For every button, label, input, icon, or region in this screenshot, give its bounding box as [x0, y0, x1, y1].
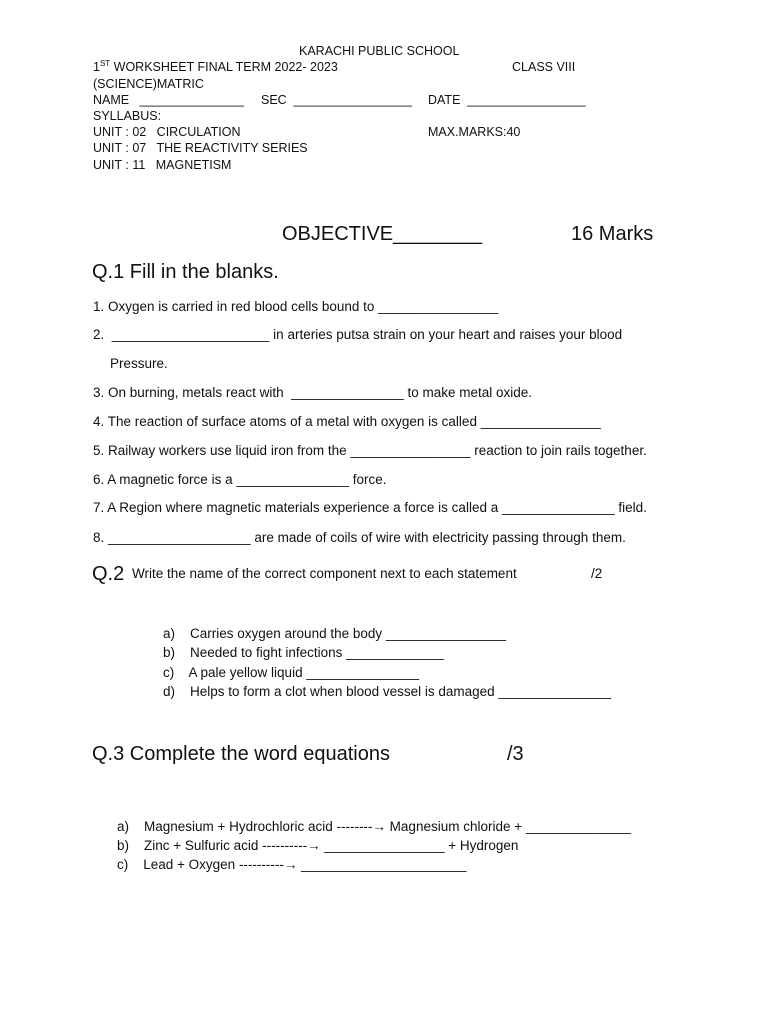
- subject-label: (SCIENCE)MATRIC: [93, 77, 204, 91]
- q1-item-1: 1. Oxygen is carried in red blood cells bound to ________________: [93, 299, 499, 314]
- worksheet-title-text: WORKSHEET FINAL TERM 2022- 2023: [110, 60, 338, 74]
- objective-heading: OBJECTIVE________: [282, 223, 483, 245]
- q1-heading: Q.1 Fill in the blanks.: [92, 261, 279, 283]
- unit-07: UNIT : 07 THE REACTIVITY SERIES: [93, 141, 308, 155]
- q1-item-5: 5. Railway workers use liquid iron from the ________________ reaction to join rails together.: [93, 443, 647, 458]
- q1-item-6: 6. A magnetic force is a _______________ force.: [93, 472, 387, 487]
- objective-marks: 16 Marks: [571, 223, 654, 245]
- q1-item-2: 2. _____________________ in arteries putsa strain on your heart and raises your blood: [93, 327, 623, 342]
- unit-11: UNIT : 11 MAGNETISM: [93, 158, 232, 172]
- q3-heading: Q.3 Complete the word equations: [92, 743, 390, 765]
- q3-item-a: a) Magnesium + Hydrochloric acid --------→ Magnesium chloride + ______________: [117, 819, 631, 834]
- worksheet-title: [93, 58, 338, 74]
- q2-label: Q.2: [92, 563, 125, 585]
- q3-marks: /3: [507, 743, 524, 765]
- q1-item-8: 8. ___________________ are made of coils of wire with electricity passing through them.: [93, 530, 626, 545]
- q3-item-c: c) Lead + Oxygen ----------→ ______________________: [117, 857, 467, 872]
- school-name: KARACHI PUBLIC SCHOOL: [299, 44, 460, 58]
- q1-item-3: 3. On burning, metals react with _______________ to make metal oxide.: [93, 385, 533, 400]
- q3-item-b: b) Zinc + Sulfuric acid ----------→ ________________ + Hydrogen: [117, 838, 519, 853]
- max-marks: MAX.MARKS:40: [428, 125, 521, 139]
- worksheet-number: 1: [93, 60, 100, 74]
- date-field: DATE _________________: [428, 93, 586, 107]
- q2-item-d: d) Helps to form a clot when blood vessel is damaged _______________: [163, 684, 612, 699]
- section-field: SEC _________________: [261, 93, 412, 107]
- q2-item-a: a) Carries oxygen around the body ________________: [163, 626, 507, 641]
- q2-instruction: Write the name of the correct component next to each statement: [132, 566, 517, 581]
- q2-item-b: b) Needed to fight infections _____________: [163, 645, 444, 660]
- q1-item-2-continued: Pressure.: [110, 356, 168, 371]
- q1-item-7: 7. A Region where magnetic materials experience a force is called a _______________ field.: [93, 500, 647, 515]
- class-label: CLASS VIII: [512, 60, 576, 74]
- name-field: NAME _______________: [93, 93, 244, 107]
- syllabus-label: SYLLABUS:: [93, 109, 162, 123]
- q1-item-4: 4. The reaction of surface atoms of a metal with oxygen is called ________________: [93, 414, 601, 429]
- worksheet-superscript: ST: [99, 58, 111, 68]
- q2-marks: /2: [591, 566, 603, 581]
- unit-02: UNIT : 02 CIRCULATION: [93, 125, 241, 139]
- q2-item-c: c) A pale yellow liquid _______________: [163, 665, 419, 680]
